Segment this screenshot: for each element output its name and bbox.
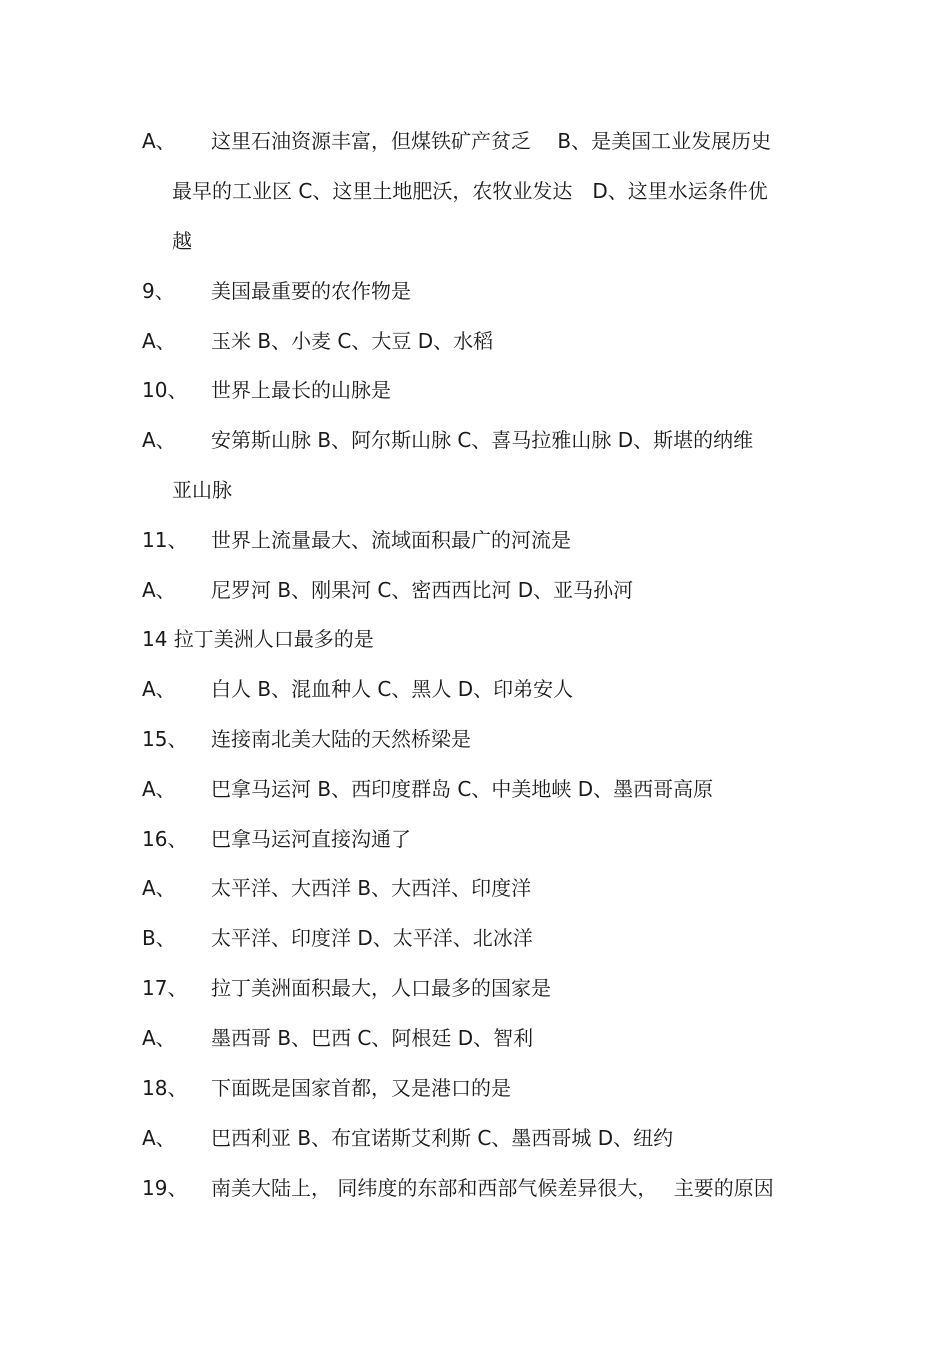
option-line (142, 871, 812, 905)
option-line (142, 772, 812, 806)
option-label: A、 (142, 876, 176, 900)
option-line (142, 573, 812, 607)
option-text: 巴西利亚 B、布宜诺斯艾利斯 C、墨西哥城 D、纽约 (211, 1126, 674, 1150)
continuation-line (142, 174, 812, 208)
option-line (142, 324, 812, 358)
option-line (142, 672, 812, 706)
question-text: 连接南北美大陆的天然桥梁是 (211, 727, 471, 751)
continuation-text: 最早的工业区 C、这里土地肥沃，农牧业发达 D、这里水运条件优 (172, 179, 768, 203)
question-line (142, 1071, 812, 1105)
question-line (142, 1171, 812, 1205)
question-text: 14 拉丁美洲人口最多的是 (142, 627, 374, 651)
option-text: 太平洋、大西洋 B、大西洋、印度洋 (211, 876, 532, 900)
option-text: 白人 B、混血种人 C、黑人 D、印弟安人 (211, 677, 574, 701)
question-line (142, 622, 812, 656)
question-line (142, 822, 812, 856)
question-line (142, 971, 812, 1005)
option-text: 这里石油资源丰富，但煤铁矿产贫乏 B、是美国工业发展历史 (211, 129, 772, 153)
continuation-text: 越 (172, 229, 192, 253)
option-label: A、 (142, 129, 176, 153)
option-label: A、 (142, 1126, 176, 1150)
option-label: A、 (142, 329, 176, 353)
question-line (142, 274, 812, 308)
option-text: 尼罗河 B、刚果河 C、密西西比河 D、亚马孙河 (211, 578, 634, 602)
option-text: 玉米 B、小麦 C、大豆 D、水稻 (211, 329, 494, 353)
option-text: 墨西哥 B、巴西 C、阿根廷 D、智利 (211, 1026, 534, 1050)
question-number: 15、 (142, 727, 188, 751)
option-line (142, 423, 812, 457)
option-line (142, 124, 812, 158)
question-number: 11、 (142, 528, 188, 552)
question-text: 世界上最长的山脉是 (211, 378, 391, 402)
option-text: 巴拿马运河 B、西印度群岛 C、中美地峡 D、墨西哥高原 (211, 777, 714, 801)
question-text: 南美大陆上， 同纬度的东部和西部气候差异很大， 主要的原因 (211, 1176, 774, 1200)
question-text: 美国最重要的农作物是 (211, 279, 411, 303)
option-text: 安第斯山脉 B、阿尔斯山脉 C、喜马拉雅山脉 D、斯堪的纳维 (211, 428, 754, 452)
question-text: 下面既是国家首都，又是港口的是 (211, 1076, 511, 1100)
question-number: 17、 (142, 976, 188, 1000)
option-label: A、 (142, 677, 176, 701)
question-number: 19、 (142, 1176, 188, 1200)
question-number: 18、 (142, 1076, 188, 1100)
question-line (142, 722, 812, 756)
continuation-text: 亚山脉 (172, 478, 232, 502)
question-number: 10、 (142, 378, 188, 402)
option-line (142, 1021, 812, 1055)
question-line (142, 373, 812, 407)
option-line (142, 1121, 812, 1155)
question-text: 巴拿马运河直接沟通了 (211, 827, 411, 851)
option-label: A、 (142, 1026, 176, 1050)
question-text: 世界上流量最大、流域面积最广的河流是 (211, 528, 571, 552)
question-text: 拉丁美洲面积最大，人口最多的国家是 (211, 976, 551, 1000)
question-number: 9、 (142, 279, 175, 303)
option-label: A、 (142, 578, 176, 602)
option-label: A、 (142, 777, 176, 801)
question-line (142, 523, 812, 557)
question-number: 16、 (142, 827, 188, 851)
continuation-line (142, 224, 812, 258)
option-line (142, 921, 812, 955)
continuation-line (142, 473, 812, 507)
option-label: A、 (142, 428, 176, 452)
option-text: 太平洋、印度洋 D、太平洋、北冰洋 (211, 926, 533, 950)
option-label: B、 (142, 926, 176, 950)
